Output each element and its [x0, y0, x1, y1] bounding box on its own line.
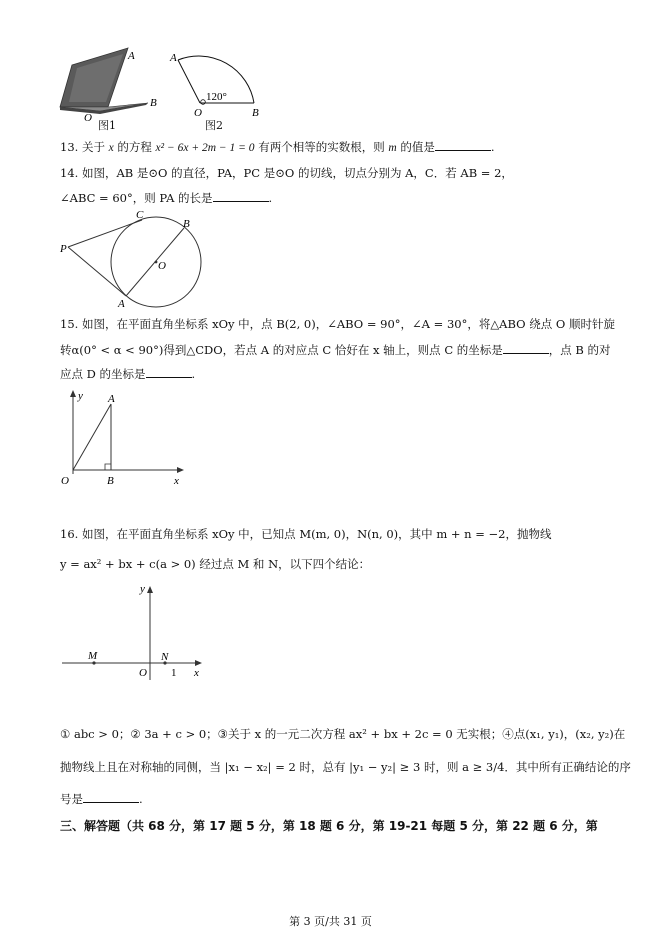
question-16-line-4: 抛物线上且在对称轴的同侧，当 |x₁ − x₂| = 2 时，总有 |y₁ − y₂| ≥ 3 时，则 a ≥ 3/4．其中所有正确结论的序 — [60, 760, 631, 774]
fig2-angle: 120° — [206, 91, 227, 103]
q13-equation: x² − 6x + 2m − 1 = 0 — [155, 142, 255, 154]
q15-label-b: B — [107, 475, 114, 487]
q14-tangent-pa — [68, 247, 126, 296]
q16-figure — [58, 582, 218, 682]
q15-label-y: y — [78, 390, 83, 402]
q16-answer-blank[interactable] — [83, 791, 139, 803]
q15-label-o: O — [61, 475, 69, 487]
q14-tangent-pc — [68, 220, 142, 247]
q15-answer-blank-c[interactable] — [503, 342, 549, 354]
page-footer: 第 3 页/共 31 页 — [289, 915, 372, 928]
q16-label-one: 1 — [171, 667, 177, 679]
question-15-line-1: 15. 如图，在平面直角坐标系 xOy 中，点 B(2, 0)，∠ABO = 90°，∠A = 30°，将△ABO 绕点 O 顺时针旋 — [60, 317, 615, 331]
fig1-label-o: O — [84, 112, 92, 124]
question-14-line-1: 14. 如图，AB 是⊙O 的直径，PA，PC 是⊙O 的切线，切点分别为 A，C．若 AB = 2， — [60, 166, 513, 180]
q15-label-a: A — [108, 393, 115, 405]
question-15-line-3: 应点 D 的坐标是 . — [60, 367, 196, 381]
question-15-line-2: 转α(0° < α < 90°)得到△CDO，若点 A 的对应点 C 恰好在 x 轴上，则点 C 的坐标是 ，点 B 的对 — [60, 343, 611, 357]
q16-label-o: O — [139, 667, 147, 679]
q15-segment-oa — [73, 404, 111, 470]
q16-label-y: y — [140, 583, 145, 595]
fig1-label-b: B — [150, 97, 157, 109]
q14-label-o: O — [158, 260, 166, 272]
fig2-label-b: B — [252, 107, 259, 119]
fig2-label-o: O — [194, 107, 202, 119]
section-3-heading: 三、解答题（共 68 分，第 17 题 5 分，第 18 题 6 分，第 19-21 每题 5 分，第 22 题 6 分，第 — [60, 819, 598, 833]
q16-label-x: x — [194, 667, 199, 679]
fig2-label-a: A — [170, 52, 177, 64]
fig1-label-a: A — [128, 50, 135, 62]
q14-label-p: P — [60, 243, 67, 255]
q16-label-m: M — [88, 650, 98, 662]
q13-num: 13. — [60, 140, 79, 154]
q15-figure — [58, 388, 193, 488]
q13-answer-blank[interactable] — [435, 139, 491, 151]
figure-2-sector — [170, 48, 265, 123]
q14-label-a: A — [118, 298, 125, 310]
q16-label-n: N — [161, 651, 169, 663]
question-16-line-5: 号是 . — [60, 792, 143, 806]
q15-label-x: x — [174, 475, 179, 487]
q14-figure — [58, 210, 218, 310]
q14-label-b: B — [183, 218, 190, 230]
question-16-line-2: y = ax² + bx + c(a > 0) 经过点 M 和 N，以下四个结论： — [60, 557, 371, 571]
q14-answer-blank[interactable] — [213, 190, 269, 202]
fig1-caption: 图1 — [98, 119, 116, 132]
question-16-line-3: ① abc > 0；② 3a + c > 0；③关于 x 的一元二次方程 ax² + bx + 2c = 0 无实根；④点(x₁, y₁)，(x₂, y₂)在 — [60, 727, 626, 741]
question-14-line-2: ∠ABC = 60°，则 PA 的长是 . — [60, 191, 273, 205]
question-13: 13. 关于 x 的方程 x² − 6x + 2m − 1 = 0 有两个相等的实数根，则 m 的值是 . — [60, 140, 495, 154]
q14-label-c: C — [136, 209, 144, 221]
question-16-line-1: 16. 如图，在平面直角坐标系 xOy 中，已知点 M(m, 0)，N(n, 0)，其中 m + n = −2，抛物线 — [60, 527, 552, 541]
fig2-caption: 图2 — [205, 119, 223, 132]
q15-answer-blank-d[interactable] — [146, 366, 192, 378]
